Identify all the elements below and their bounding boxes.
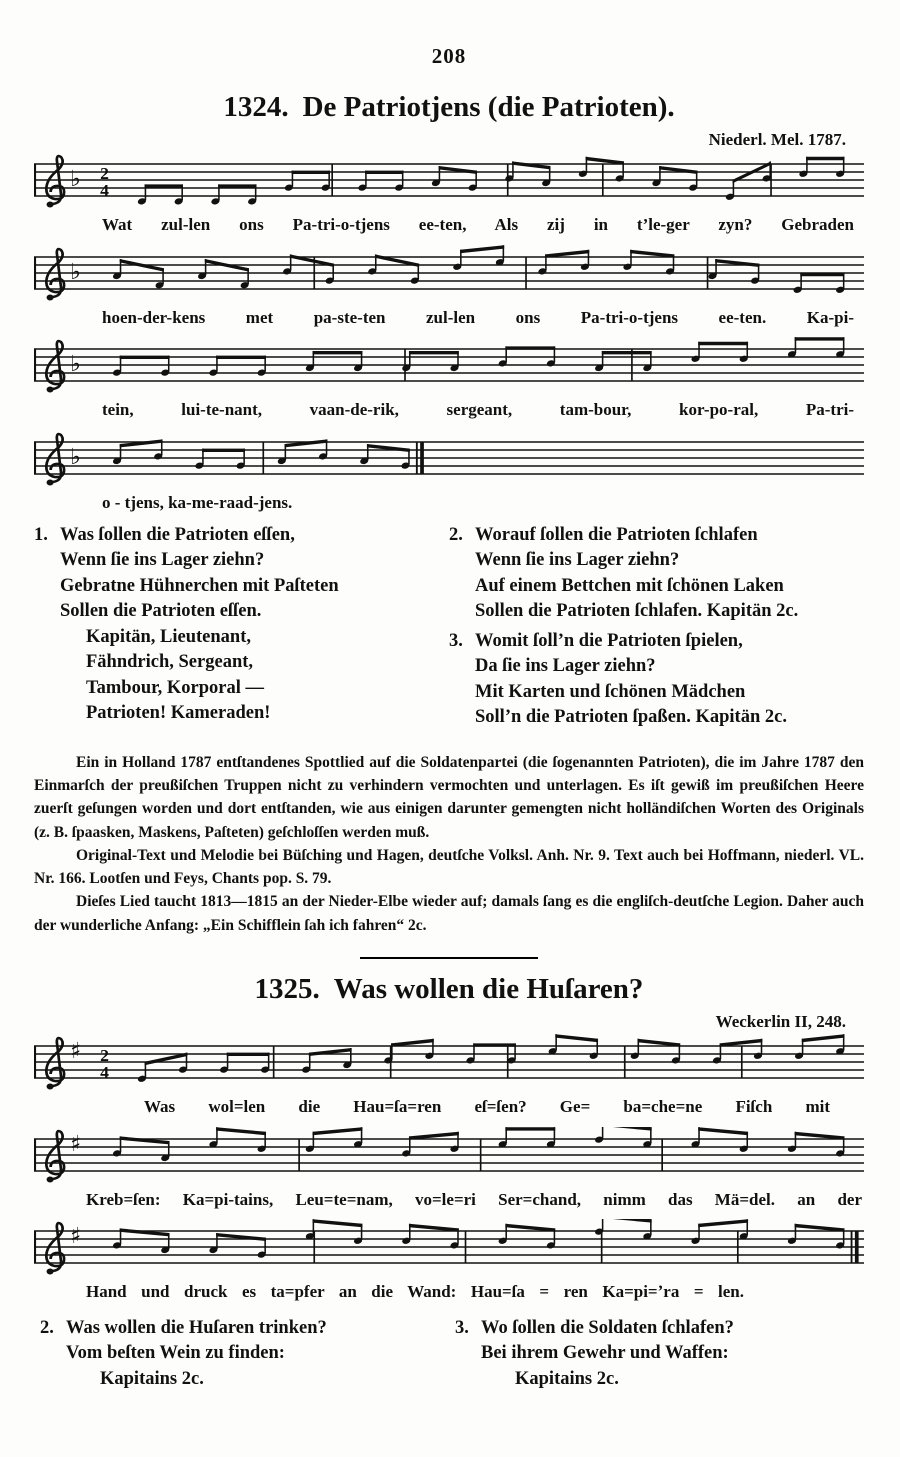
verse-line: Gebratne Hühnerchen mit Paſteten — [60, 575, 339, 596]
commentary-paragraph-2: Original-Text und Melodie bei Büſching und Hagen, deutſche Volksl. Anh. Nr. 9. Text auch bei Hoffmann, niederl. VL. Nr. 166. Lootſen und Feys, Chants pop. S. 79. — [34, 846, 864, 888]
commentary-paragraph-1: Ein in Holland 1787 entſtandenes Spottlied auf die Soldatenpartei (die ſogenannten Patrioten), die im Jahre 1787 den Einmarſch der preußiſchen Truppen nicht zu verhindern vermochten und unterlagen. Es iſt gewiß im preußiſchen Heere zuerſt geſungen worden und dort entſtanden, wie aus einigen darunter gemengten nicht holländiſchen Worten des Originals (z. B. ſpaasken, Maskens, Paſteten) geſchloſſen werden muß. — [34, 753, 864, 841]
verse-line: Wo ſollen die Soldaten ſchlafen? — [481, 1317, 734, 1338]
song1-verses-left-column — [34, 523, 449, 735]
song1-number: 1324. — [223, 91, 289, 123]
song1-title: De Patriotjens (die Patrioten). — [302, 91, 675, 123]
song2-title: Was wollen die Huſaren? — [333, 972, 644, 1005]
verse-lines — [66, 1316, 327, 1393]
music-staff-2 — [34, 245, 864, 309]
verse-lines — [475, 629, 787, 731]
verse-lines — [481, 1316, 734, 1393]
svg-text:♭: ♭ — [70, 444, 81, 470]
verse-line: Vom beſten Wein zu finden: — [66, 1343, 285, 1364]
song1-verse-2 — [449, 523, 864, 625]
verse-line: Auf einem Bettchen mit ſchönen Laken — [475, 575, 784, 596]
song2-verses — [34, 1316, 864, 1397]
song2-number: 1325. — [254, 972, 320, 1005]
verse-line: Da ſie ins Lager ziehn? — [475, 656, 656, 677]
svg-text:2: 2 — [100, 1046, 109, 1065]
music-staff-5 — [34, 1034, 864, 1098]
verse-line: Sollen die Patrioten ſchlafen. Kapitän 2c. — [475, 601, 799, 622]
verse-number: 2. — [449, 524, 463, 545]
song1-lyric-line-3: tein, lui-te-nant, vaan-de-rik, sergeant, tam-bour, kor-po-ral, Pa-tri- — [102, 400, 854, 420]
song1-verses — [34, 523, 864, 735]
svg-text:♯: ♯ — [69, 1130, 82, 1157]
svg-text:♭: ♭ — [70, 259, 81, 285]
verse-line: Soll’n die Patrioten ſpaßen. Kapitän 2c. — [475, 707, 787, 728]
song1-attribution: Niederl. Mel. 1787. — [708, 130, 846, 149]
svg-text:2: 2 — [100, 164, 109, 183]
music-staff-3 — [34, 337, 864, 401]
song2-lyric-line-2: Kreb=ſen: Ka=pi-tains, Leu=te=nam, vo=le=ri Ser=chand, nimm das Mä=del. an der — [86, 1189, 862, 1209]
song2-verses-right-column — [449, 1316, 864, 1397]
song2-verse-2 — [40, 1316, 449, 1393]
song1-lyric-line-2: hoen-der-kens met pa-ste-ten zul-len ons Pa-tri-o-tjens ee-ten. Ka-pi- — [102, 307, 854, 327]
verse-number: 2. — [40, 1317, 54, 1338]
song1-lyric-line-1: Wat zul-len ons Pa-tri-o-tjens ee-ten, Als zij in t’le-ger zyn? Gebraden — [102, 215, 854, 234]
music-staff-7 — [34, 1219, 864, 1283]
verse-number: 3. — [449, 630, 463, 651]
song1-commentary — [34, 751, 864, 937]
refrain-line: Kapitains 2c. — [100, 1368, 204, 1389]
verse-line: Was wollen die Huſaren trinken? — [66, 1317, 327, 1338]
song1-verses-right-column — [449, 523, 864, 735]
song2-verse-3 — [455, 1316, 864, 1393]
svg-text:♭: ♭ — [70, 351, 81, 378]
section-divider — [360, 957, 538, 959]
page-number: 208 — [431, 44, 467, 68]
verse-line: Was ſollen die Patrioten eſſen, — [60, 524, 295, 545]
svg-text:♭: ♭ — [70, 166, 81, 192]
verse-line: Womit ſoll’n die Patrioten ſpielen, — [475, 630, 743, 651]
verse-line: Bei ihrem Gewehr und Waffen: — [481, 1343, 729, 1364]
verse-line: Wenn ſie ins Lager ziehn? — [475, 550, 680, 571]
song1-verse-3 — [449, 629, 864, 731]
refrain-line: Kapitän, Lieutenant, — [86, 626, 251, 647]
refrain-line: Tambour, Korporal — — [86, 677, 265, 698]
svg-text:4: 4 — [100, 1063, 109, 1082]
music-staff-6 — [34, 1127, 864, 1191]
music-staff-4 — [34, 430, 864, 494]
verse-line: Mit Karten und ſchönen Mädchen — [475, 681, 746, 702]
song2-attribution: Weckerlin II, 248. — [715, 1011, 846, 1031]
commentary-paragraph-3: Dieſes Lied taucht 1813—1815 an der Nieder-Elbe wieder auf; damals ſang es die engliſch-deutſche Legion. Daher auch der wunderliche Anfang: „Ein Schifflein ſah ich fahren“ 2c. — [34, 893, 864, 934]
song1-lyric-line-4: o - tjens, ka-me-raad-jens. — [102, 493, 293, 513]
refrain-line: Kapitains 2c. — [515, 1368, 619, 1389]
svg-text:♯: ♯ — [69, 1038, 82, 1064]
verse-line: Worauf ſollen die Patrioten ſchlafen — [475, 524, 758, 545]
music-staff-1 — [34, 152, 864, 216]
song2-verses-left-column — [34, 1316, 449, 1397]
refrain-line: Patrioten! Kameraden! — [86, 703, 271, 724]
song1-verse-1 — [34, 523, 449, 727]
svg-text:♯: ♯ — [69, 1223, 82, 1250]
verse-line: Sollen die Patrioten eſſen. — [60, 601, 262, 622]
verse-lines — [60, 523, 339, 727]
verse-number: 1. — [34, 524, 48, 545]
verse-number: 3. — [455, 1317, 469, 1338]
song2-lyric-line-1: Was wol=len die Hau=ſa=ren eſ=ſen? Ge= ba=che=ne Fiſch mit — [144, 1096, 830, 1116]
song1-header — [34, 91, 864, 124]
song2-header — [34, 973, 864, 1006]
song2-lyric-line-3: Hand und druck es ta=pfer an die Wand: Hau=ſa = ren Ka=pi=ʼra = len. — [86, 1282, 744, 1302]
svg-text:4: 4 — [100, 181, 109, 200]
refrain-line: Fähndrich, Sergeant, — [86, 652, 254, 673]
verse-lines — [475, 523, 798, 625]
verse-line: Wenn ſie ins Lager ziehn? — [60, 550, 265, 571]
